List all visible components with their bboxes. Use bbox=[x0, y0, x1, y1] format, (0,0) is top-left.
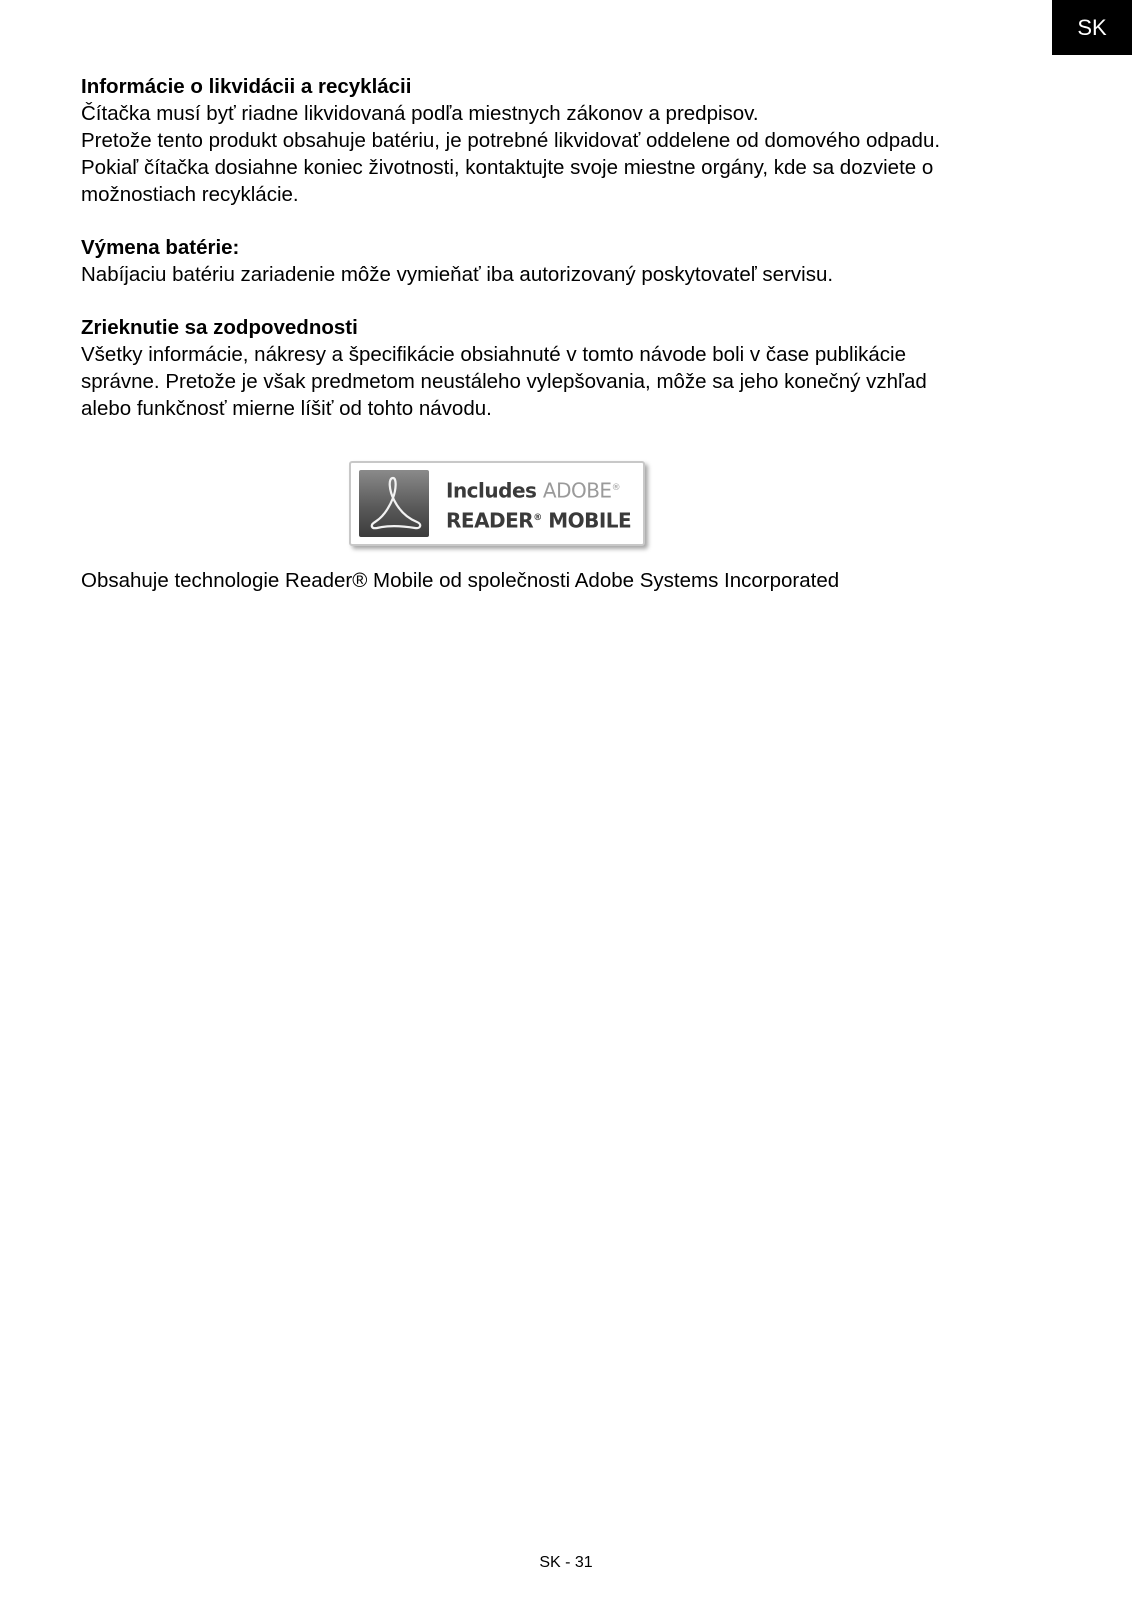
badge-reader: READER bbox=[446, 508, 534, 533]
paragraph-line: Čítačka musí byť riadne likvidovaná podľa miestnych zákonov a predpisov. bbox=[81, 102, 759, 125]
section-heading: Informácie o likvidácii a recyklácii bbox=[81, 75, 412, 98]
adobe-reader-badge bbox=[349, 461, 647, 548]
technology-notice: Obsahuje technologie Reader® Mobile od společnosti Adobe Systems Incorporated bbox=[81, 569, 840, 592]
paragraph-line: správne. Pretože je však predmetom neustáleho vylepšovania, môže sa jeho konečný vzhľad bbox=[81, 370, 927, 393]
section-heading: Zrieknutie sa zodpovednosti bbox=[81, 316, 358, 339]
section-disposal bbox=[81, 73, 1061, 208]
badge-text bbox=[446, 475, 631, 534]
badge-includes: Includes bbox=[446, 478, 537, 503]
paragraph-line: Všetky informácie, nákresy a špecifikácie obsiahnuté v tomto návode boli v čase publikácie bbox=[81, 343, 906, 366]
paragraph-line: Nabíjaciu batériu zariadenie môže vymieňať iba autorizovaný poskytovateľ servisu. bbox=[81, 263, 834, 286]
page-number: SK - 31 bbox=[539, 1554, 593, 1571]
paragraph-line: Pretože tento produkt obsahuje batériu, je potrebné likvidovať oddelene od domového odpadu. bbox=[81, 129, 941, 152]
section-disclaimer bbox=[81, 314, 1061, 422]
section-battery bbox=[81, 234, 1061, 288]
paragraph-line: možnostiach recyklácie. bbox=[81, 183, 299, 206]
adobe-reader-icon bbox=[359, 470, 429, 537]
badge-adobe: ADOBE bbox=[542, 478, 612, 503]
language-tab: SK bbox=[1052, 0, 1132, 55]
paragraph-line: Pokiaľ čítačka dosiahne koniec životnosti, kontaktujte svoje miestne orgány, kde sa dozviete o bbox=[81, 156, 934, 179]
badge-reg-mark: ® bbox=[533, 512, 542, 523]
section-heading: Výmena batérie: bbox=[81, 236, 240, 259]
badge-frame bbox=[349, 461, 645, 546]
adobe-reader-glyph bbox=[359, 470, 429, 537]
paragraph-line: alebo funkčnosť mierne líšiť od tohto návodu. bbox=[81, 397, 492, 420]
badge-reg-mark: ® bbox=[611, 483, 621, 493]
document-body bbox=[81, 73, 1061, 448]
badge-mobile: MOBILE bbox=[548, 508, 632, 533]
